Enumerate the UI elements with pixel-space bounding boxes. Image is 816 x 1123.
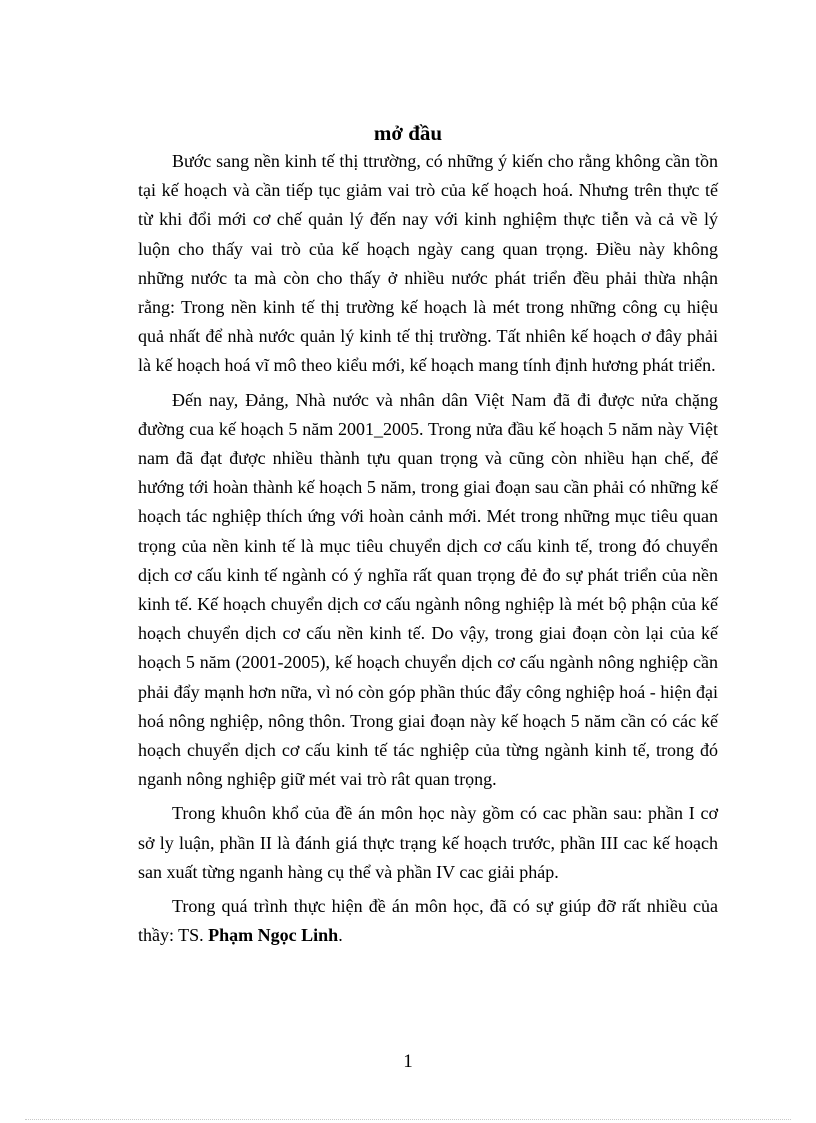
advisor-name: Phạm Ngọc Linh bbox=[208, 925, 339, 946]
acknowledgement-text: Trong quá trình thực hiện đề án môn học, đã có sự giúp đỡ rất nhiều của thầy: TS. bbox=[138, 896, 718, 946]
paragraph-acknowledgement bbox=[138, 892, 718, 950]
paragraph-progress: Đến nay, Đảng, Nhà nước và nhân dân Việt Nam đã đi được nửa chặng đường cua kế hoạch 5 năm 2001_2005. Trong nửa đầu kế hoạch 5 năm này Việt nam đã đạt được nhiều thành tựu quan trọng và cũng còn nhiều hạn chế, để hướng tới hoàn thành kế hoạch 5 năm, trong giai đoạn sau cần phải có những kế hoạch tác nghiệp thích ứng với hoàn cảnh mới. Mét trong những mục tiêu quan trọng của nền kinh tế là mục tiêu chuyển dịch cơ cấu kinh tế, trong đó chuyển dịch cơ cấu kinh tế ngành có ý nghĩa rất quan trọng đẻ đo sự phát triển của nền kinh tế. Kế hoạch chuyển dịch cơ cấu ngành nông nghiệp là mét bộ phận của kế hoạch chuyển dịch cơ cấu nền kinh tế. Do vậy, trong giai đoạn còn lại của kế hoạch 5 năm (2001-2005), kế hoạch chuyển dịch cơ cấu ngành nông nghiệp cần phải đẩy mạnh hơn nữa, vì nó còn góp phần thúc đẩy công nghiệp hoá - hiện đại hoá nông nghiệp, nông thôn. Trong giai đoạn này kế hoạch 5 năm cần có các kế hoạch chuyển dịch cơ cấu kinh tế tác nghiệp của từng ngành kinh tế, trong đó nganh nông nghiệp giữ mét vai trò rât quan trọng. bbox=[138, 389, 718, 790]
paragraph-structure: Trong khuôn khổ của đề án môn học này gồm có cac phần sau: phần I cơ sở ly luận, phần II là đánh giá thực trạng kế hoạch trước, phần III cac kế hoạch san xuất từng nganh hàng cụ thể và phần IV cac giải pháp. bbox=[138, 803, 718, 882]
page-number: 1 bbox=[403, 1051, 413, 1072]
acknowledgement-end: . bbox=[338, 925, 343, 946]
page-title: mở đầu bbox=[373, 121, 443, 145]
body-text bbox=[138, 147, 718, 950]
paragraph-intro: Bước sang nền kinh tế thị ttrường, có những ý kiến cho rằng không cần tồn tại kế hoạch và cần tiếp tục giảm vai trò của kế hoạch hoá. Nhưng trên thực tế từ khi đổi mới cơ chế quản lý đến nay với kinh nghiệm thực tiễn và cả về lý luộn cho thấy vai trò của kế hoạch ngày cang quan trọng. Điều này không những nước ta mà còn cho thấy ở nhiều nước phát triển đều phải thừa nhận rằng: Trong nền kinh tế thị trường kế hoạch là mét trong những công cụ hiệu quả nhất để nhà nước quản lý kinh tế thị trường. Tất nhiên kế hoạch ơ đây phải là kế hoạch hoá vĩ mô theo kiểu mới, kế hoạch mang tính định hương phát triển. bbox=[138, 151, 718, 376]
footer-divider bbox=[25, 1119, 791, 1120]
